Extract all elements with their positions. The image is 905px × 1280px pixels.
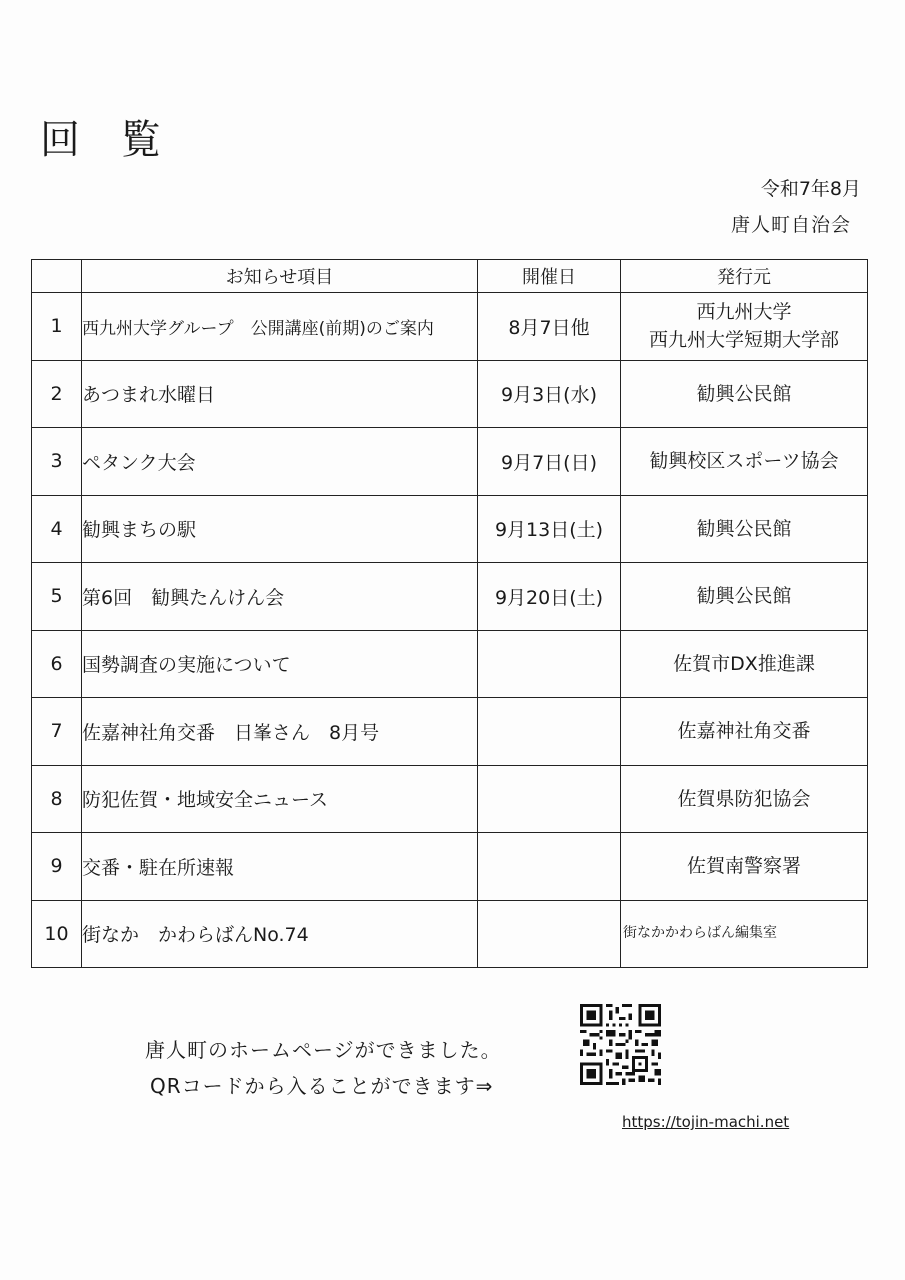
row-date	[478, 900, 621, 968]
row-number: 2	[32, 360, 82, 428]
table-row	[32, 630, 868, 698]
row-item: 第6回 勧興たんけん会	[82, 563, 478, 631]
publisher-line: 西九州大学	[696, 300, 792, 323]
row-item: 西九州大学グループ 公開講座(前期)のご案内	[82, 293, 478, 361]
row-date	[478, 765, 621, 833]
row-number: 9	[32, 833, 82, 901]
row-date	[478, 630, 621, 698]
row-publisher: 勧興校区スポーツ協会	[621, 428, 868, 496]
row-number: 3	[32, 428, 82, 496]
row-number: 4	[32, 495, 82, 563]
row-publisher: 佐嘉神社角交番	[621, 698, 868, 766]
row-item: 防犯佐賀・地域安全ニュース	[82, 765, 478, 833]
row-item: 勧興まちの駅	[82, 495, 478, 563]
table-row	[32, 563, 868, 631]
row-number: 7	[32, 698, 82, 766]
table-row	[32, 833, 868, 901]
row-number: 6	[32, 630, 82, 698]
row-date	[478, 833, 621, 901]
row-number: 10	[32, 900, 82, 968]
publisher-line: 西九州大学短期大学部	[648, 329, 839, 352]
qr-instruction: QRコードから入ることができます⇒	[150, 1074, 494, 1098]
table-row	[32, 293, 868, 361]
row-publisher: 佐賀南警察署	[621, 833, 868, 901]
row-item: あつまれ水曜日	[82, 360, 478, 428]
homepage-announcement: 唐人町のホームページができました。	[145, 1038, 502, 1062]
row-date	[478, 698, 621, 766]
header-date: 開催日	[478, 260, 621, 293]
row-number: 5	[32, 563, 82, 631]
row-item: 交番・駐在所速報	[82, 833, 478, 901]
table-row	[32, 765, 868, 833]
table-row	[32, 698, 868, 766]
document-title: 回 覧	[40, 117, 175, 163]
row-publisher: 佐賀市DX推進課	[621, 630, 868, 698]
row-publisher: 勧興公民館	[621, 360, 868, 428]
row-date: 8月7日他	[478, 293, 621, 361]
qr-code-icon[interactable]	[580, 1004, 661, 1085]
row-item: ペタンク大会	[82, 428, 478, 496]
header-publisher: 発行元	[621, 260, 868, 293]
row-number: 1	[32, 293, 82, 361]
row-item: 国勢調査の実施について	[82, 630, 478, 698]
table-row	[32, 495, 868, 563]
row-publisher: 街なかかわらばん編集室	[621, 900, 868, 968]
table-row	[32, 360, 868, 428]
row-publisher: 勧興公民館	[621, 495, 868, 563]
document-date: 令和7年8月	[760, 178, 861, 200]
row-publisher: 勧興公民館	[621, 563, 868, 631]
row-date: 9月3日(水)	[478, 360, 621, 428]
issuing-organization: 唐人町自治会	[730, 214, 851, 236]
row-date: 9月20日(土)	[478, 563, 621, 631]
table-row	[32, 428, 868, 496]
homepage-url-link[interactable]: https://tojin-machi.net	[622, 1113, 790, 1131]
header-number	[32, 260, 82, 293]
row-item: 佐嘉神社角交番 日峯さん 8月号	[82, 698, 478, 766]
row-publisher: 佐賀県防犯協会	[621, 765, 868, 833]
notice-table	[31, 259, 868, 968]
table-row	[32, 900, 868, 968]
row-publisher	[621, 293, 868, 361]
row-date: 9月13日(土)	[478, 495, 621, 563]
header-item: お知らせ項目	[82, 260, 478, 293]
row-date: 9月7日(日)	[478, 428, 621, 496]
table-header-row	[32, 260, 868, 293]
row-item: 街なか かわらばんNo.74	[82, 900, 478, 968]
row-number: 8	[32, 765, 82, 833]
